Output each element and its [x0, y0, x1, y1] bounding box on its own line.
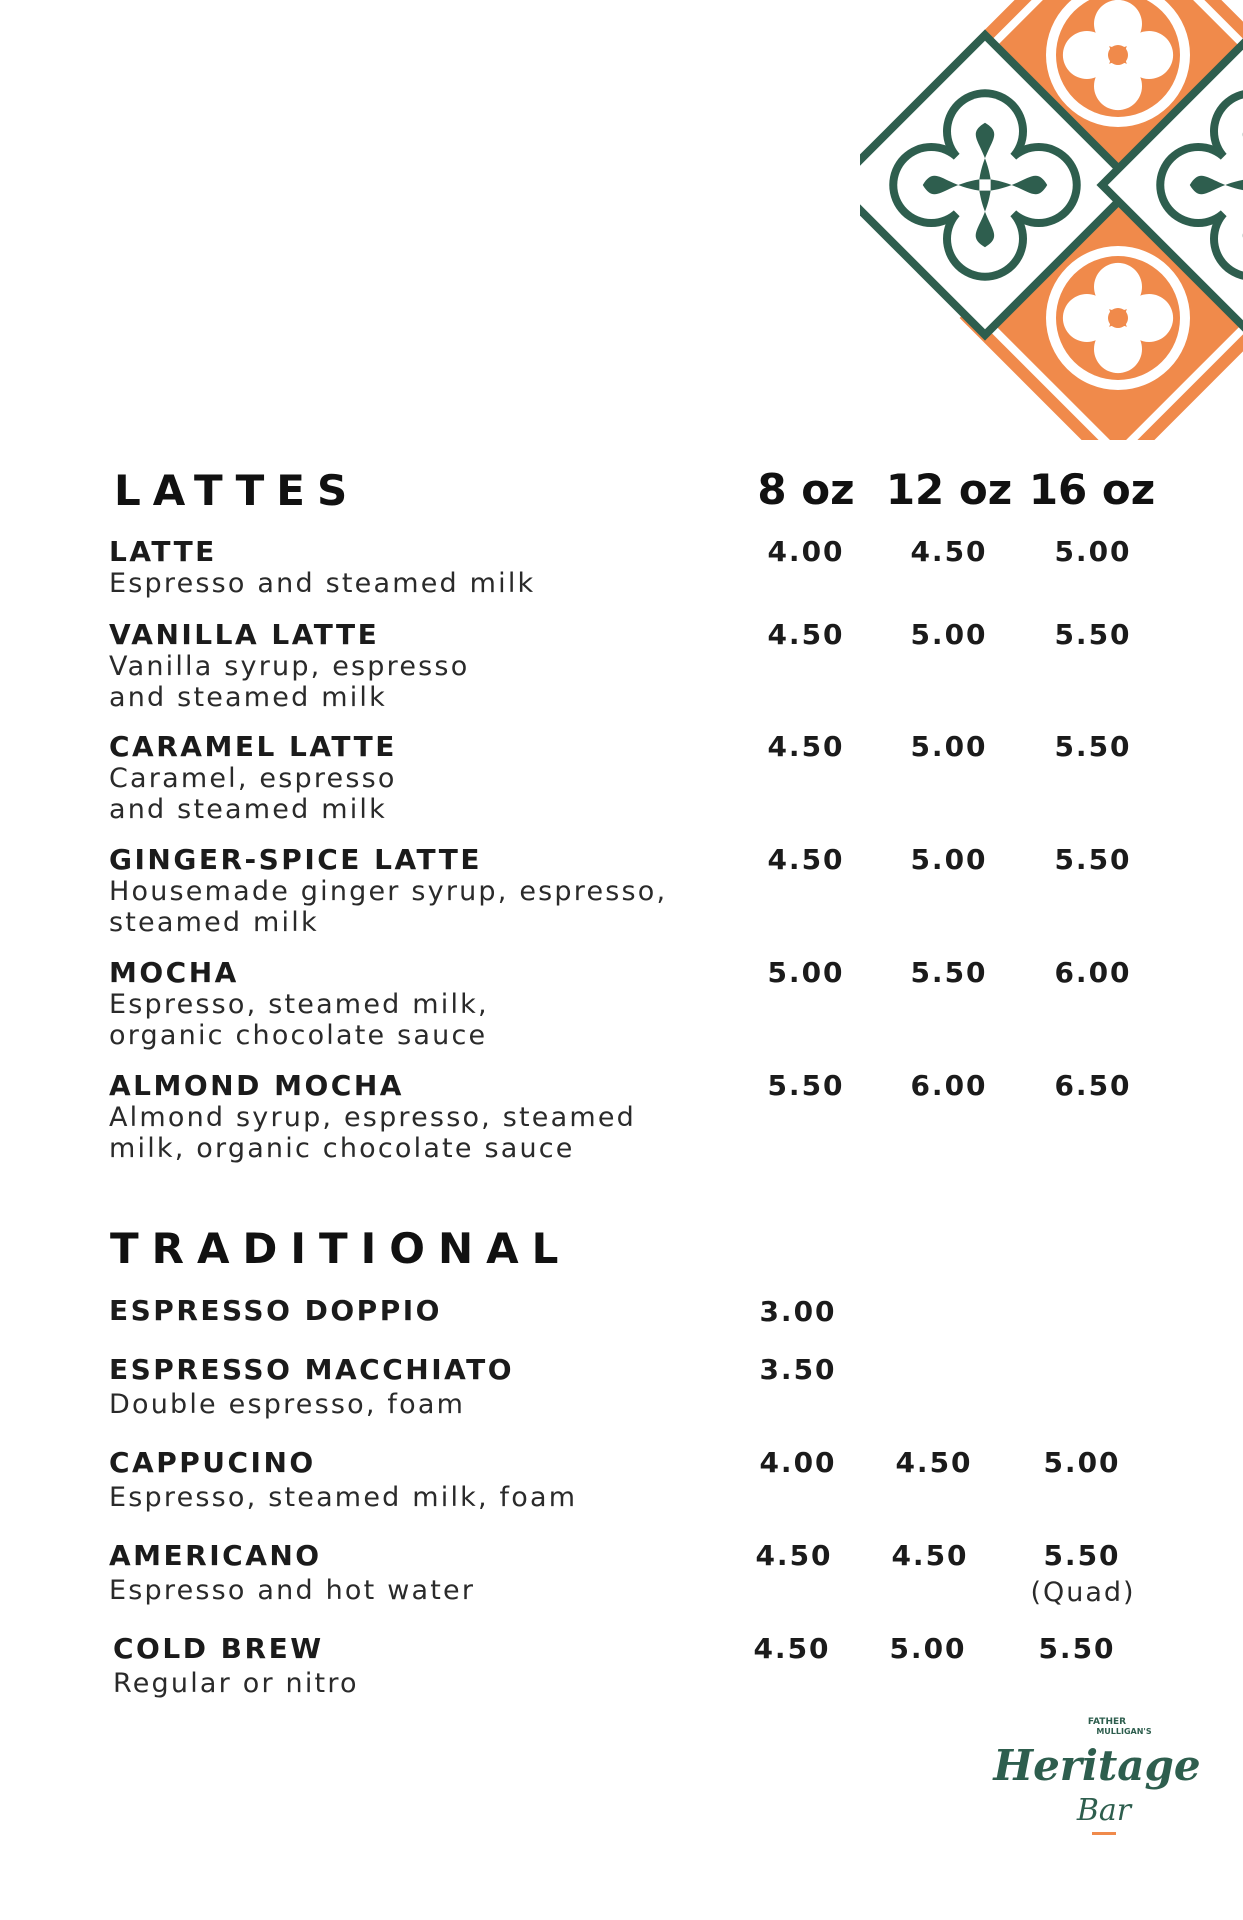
size-header-16oz: 16 oz: [1028, 465, 1156, 514]
menu-item-caramel-latte: [109, 731, 397, 825]
price-8oz: 4.00: [759, 1446, 837, 1479]
price-note-quad: (Quad): [1030, 1577, 1136, 1608]
price-12oz: 5.00: [889, 1632, 967, 1665]
price-12oz: 4.50: [910, 535, 988, 568]
menu-item-espresso-macchiato: [109, 1354, 514, 1420]
item-name: VANILLA LATTE: [109, 618, 380, 651]
menu-item-ginger-spice-latte: [109, 844, 667, 938]
logo-bar-text: Bar: [1076, 1793, 1132, 1828]
lattes-section-title: LATTES: [114, 466, 360, 515]
price-16oz: 5.50: [1054, 843, 1132, 876]
item-description: Vanilla syrup, espresso and steamed milk: [109, 651, 470, 713]
menu-item-vanilla-latte: [109, 619, 469, 713]
item-name: LATTE: [109, 535, 217, 568]
decorative-tile-pattern: [860, 0, 1243, 440]
logo-sub-text: MULLIGAN'S: [1096, 1727, 1152, 1736]
price-16oz: 5.00: [1054, 535, 1132, 568]
item-name: MOCHA: [109, 956, 239, 989]
item-name: ESPRESSO MACCHIATO: [109, 1353, 515, 1386]
price-12oz: 5.00: [910, 618, 988, 651]
menu-item-cappucino: [109, 1447, 577, 1513]
price-16oz: 5.50: [1038, 1632, 1116, 1665]
item-description: Double espresso, foam: [109, 1389, 466, 1420]
price-8oz: 5.00: [767, 956, 845, 989]
price-8oz: 4.50: [767, 618, 845, 651]
item-description: Espresso and hot water: [109, 1575, 476, 1606]
price-8oz: 4.00: [767, 535, 845, 568]
item-name: CARAMEL LATTE: [109, 730, 397, 763]
item-name: COLD BREW: [113, 1632, 324, 1665]
traditional-section-title: TRADITIONAL: [110, 1224, 572, 1273]
item-name: GINGER-SPICE LATTE: [109, 843, 482, 876]
price-16oz: 5.50: [1054, 618, 1132, 651]
price-8oz: 3.50: [759, 1353, 837, 1386]
item-description: Housemade ginger syrup, espresso, steamed milk: [109, 876, 668, 938]
price-16oz: 5.00: [1043, 1446, 1121, 1479]
price-8oz: 4.50: [767, 843, 845, 876]
price-16oz: 5.50: [1054, 730, 1132, 763]
menu-item-latte: [109, 536, 535, 599]
item-description: Espresso and steamed milk: [109, 568, 536, 599]
menu-item-espresso-doppio: [109, 1295, 442, 1327]
price-8oz: 4.50: [767, 730, 845, 763]
price-8oz: 3.00: [759, 1295, 837, 1328]
item-description: Caramel, espresso and steamed milk: [109, 763, 397, 825]
price-8oz: 4.50: [753, 1632, 831, 1665]
price-8oz: 4.50: [755, 1539, 833, 1572]
price-16oz: 5.50: [1043, 1539, 1121, 1572]
menu-item-americano: [109, 1540, 475, 1606]
menu-item-almond-mocha: [109, 1070, 636, 1164]
size-header-12oz: 12 oz: [885, 465, 1013, 514]
price-12oz: 6.00: [910, 1069, 988, 1102]
price-12oz: 5.00: [910, 843, 988, 876]
logo-script-text: Heritage: [993, 1741, 1201, 1790]
item-description: Almond syrup, espresso, steamed milk, organic chocolate sauce: [109, 1102, 637, 1164]
price-12oz: 4.50: [895, 1446, 973, 1479]
item-name: ESPRESSO DOPPIO: [109, 1294, 442, 1327]
price-12oz: 4.50: [891, 1539, 969, 1572]
logo-top-text: FATHER: [1087, 1717, 1127, 1727]
logo-accent-bar: [1092, 1832, 1116, 1835]
item-name: AMERICANO: [109, 1539, 322, 1572]
price-16oz: 6.00: [1054, 956, 1132, 989]
price-12oz: 5.50: [910, 956, 988, 989]
price-8oz: 5.50: [767, 1069, 845, 1102]
item-name: CAPPUCINO: [109, 1446, 316, 1479]
menu-item-cold-brew: [113, 1633, 359, 1699]
item-description: Espresso, steamed milk, organic chocolate sauce: [109, 989, 489, 1051]
menu-item-mocha: [109, 957, 489, 1051]
item-name: ALMOND MOCHA: [109, 1069, 404, 1102]
heritage-bar-logo: [993, 1710, 1201, 1840]
item-description: Regular or nitro: [113, 1668, 359, 1699]
item-description: Espresso, steamed milk, foam: [109, 1482, 578, 1513]
price-12oz: 5.00: [910, 730, 988, 763]
price-16oz: 6.50: [1054, 1069, 1132, 1102]
size-header-8oz: 8 oz: [757, 465, 855, 514]
